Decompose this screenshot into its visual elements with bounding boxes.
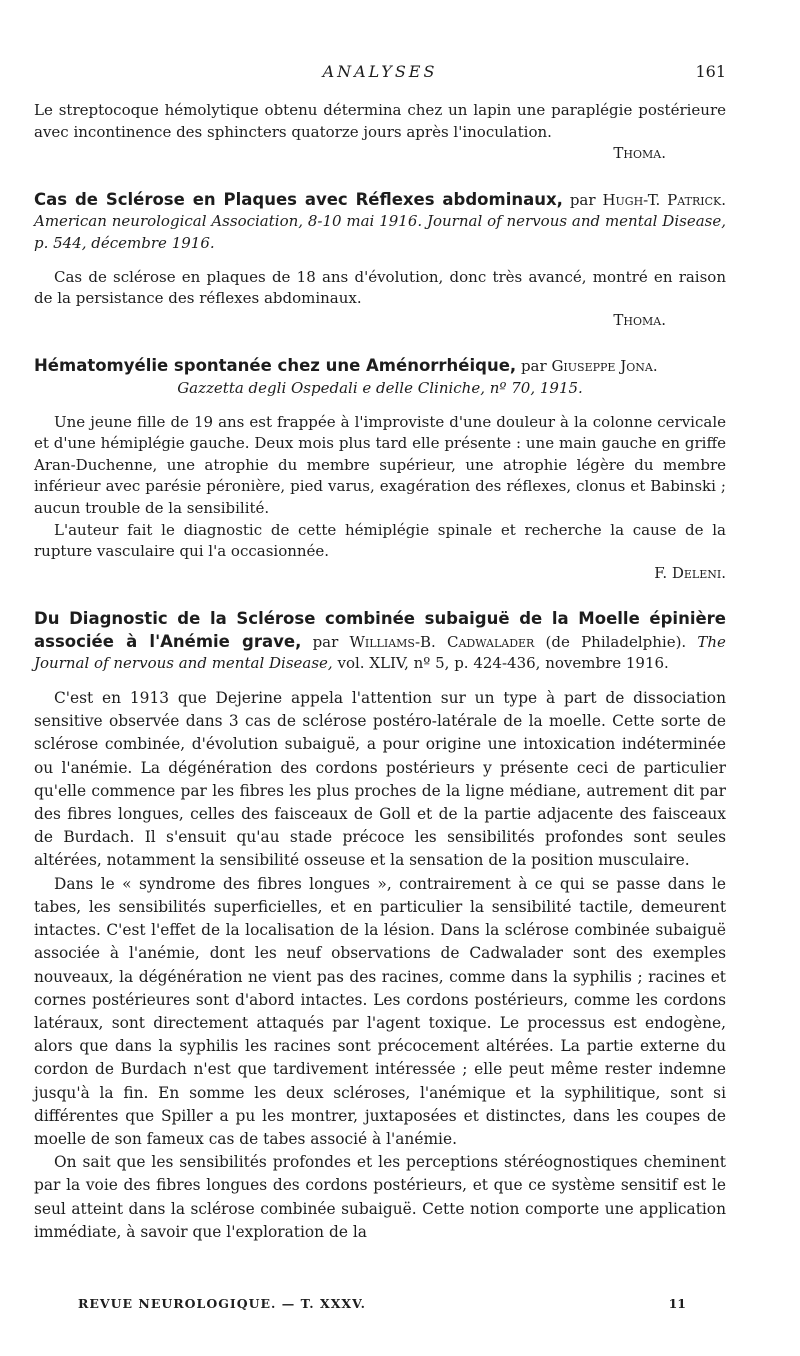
par-word: par: [520, 357, 547, 376]
article-sclerose-plaques: [34, 189, 726, 332]
article-body-paragraph: C'est en 1913 que Dejerine appela l'attention sur un type à part de dissociation sensitive observée dans 3 cas de sclérose postéro-latérale de la moelle. Cette sorte de sclérose combinée, d'évolution subaiguë, a pour origine une intoxication indéterminée ou l'anémie. La dégénération des cordons postérieurs y présente ceci de particulier qu'elle commence par les fibres les plus proches de la ligne médiane, autrement dit par des fibres longues, celles des faisceaux de Goll et de la partie adjacente des faisceaux de Burdach. Il s'ensuit qu'au stade précoce les sensibilités profondes sont seules altérées, notamment la sensibilité osseuse et la sensation de la position musculaire.: [34, 689, 726, 870]
article-hematomyelie: [34, 355, 726, 584]
article-body-paragraph: L'auteur fait le diagnostic de cette hémiplégie spinale et recherche la cause de la rupture vasculaire qui l'a occasionnée.: [34, 520, 726, 561]
article-body: Cas de sclérose en plaques de 18 ans d'évolution, donc très avancé, montré en raison de la persistance des réflexes abdominaux.: [34, 267, 726, 308]
article-sclerose-combinee: [34, 608, 726, 1244]
page-number: 161: [695, 62, 726, 81]
article-signature: F. Deleni.: [654, 563, 726, 582]
intro-section: [34, 100, 726, 165]
article-place: (de Philadelphie).: [545, 632, 687, 651]
intro-paragraph: Le streptocoque hémolytique obtenu détermina chez un lapin une paraplégie postérieure avec incontinence des sphincters quatorze jours après l'inoculation.: [34, 101, 726, 141]
article-author: Hugh-T. Patrick.: [602, 190, 726, 209]
article-author: Williams-B. Cadwalader: [349, 632, 535, 651]
footer-sheet-number: 11: [668, 1296, 686, 1311]
article-heading: [34, 189, 726, 255]
article-heading: [34, 608, 726, 675]
article-body-paragraph: Une jeune fille de 19 ans est frappée à l'improviste d'une douleur à la colonne cervicale et d'une hémiplégie gauche. Deux mois plus tard elle présente : une main gauche en griffe Aran-Duchenne, une atrophie du membre supérieur, une atrophie légère du membre inférieur avec parésie péronière, pied varus, exagération des réflexes, clonus et Babinski ; aucun trouble de la sensibilité.: [34, 412, 726, 517]
article-title: Hématomyélie spontanée chez une Aménorrhéique,: [34, 356, 517, 376]
intro-signature: Thoma.: [613, 144, 666, 163]
article-signature: Thoma.: [613, 310, 666, 329]
article-reference: Gazzetta degli Ospedali e delle Cliniche, nº 70, 1915.: [177, 378, 583, 397]
article-journal: The Journal of nervous and mental Disease,: [34, 632, 726, 673]
article-reference: vol. XLIV, nº 5, p. 424-436, novembre 1916.: [337, 654, 669, 673]
page-header: [34, 62, 726, 86]
footer-journal: REVUE NEUROLOGIQUE. — T. XXXV.: [78, 1296, 366, 1311]
article-reference: American neurological Association, 8-10 mai 1916. Journal of nervous and mental Disease, p. 544, décembre 1916.: [34, 212, 726, 252]
article-author: Giuseppe Jona.: [551, 357, 658, 376]
par-word: par: [569, 190, 596, 209]
running-title: ANALYSES: [322, 62, 438, 81]
content: [34, 100, 726, 1244]
par-word: par: [312, 632, 339, 651]
article-body-paragraph: On sait que les sensibilités profondes et les perceptions stéréognostiques cheminent par la voie des fibres longues des cordons postérieurs, et que ce système sensitif est le seul atteint dans la sclérose combinée subaiguë. Cette notion comporte une application immédiate, à savoir que l'exploration de la: [34, 1153, 726, 1241]
page-footer: [34, 1296, 726, 1318]
article-title: Du Diagnostic de la Sclérose combinée subaiguë de la Moelle épinière associée à l'Anémie grave,: [34, 609, 726, 651]
article-body-paragraph: Dans le « syndrome des fibres longues », contrairement à ce qui se passe dans le tabes, les sensibilités superficielles, et en particulier la sensibilité tactile, demeurent intactes. C'est l'effet de la localisation de la lésion. Dans la sclérose combinée subaiguë associée à l'anémie, dont les neuf observations de Cadwalader sont des exemples nouveaux, la dégénération ne vient pas des racines, comme dans la syphilis ; racines et cornes postérieures sont d'abord intactes. Les cordons postérieurs, comme les cordons latéraux, sont directement attaqués par l'agent toxique. Le processus est endogène, alors que dans la syphilis les racines sont précocement altérées. La partie externe du cordon de Burdach n'est que tardivement intéressée ; elle peut même rester indemne jusqu'à la fin. En somme les deux scléroses, l'anémique et la syphilitique, sont si différentes que Spiller a pu les montrer, juxtaposées et distinctes, dans les coupes de moelle de son fameux cas de tabes associé à l'anémie.: [34, 874, 726, 1148]
article-heading: [34, 355, 726, 378]
article-title: Cas de Sclérose en Plaques avec Réflexes abdominaux,: [34, 189, 563, 209]
